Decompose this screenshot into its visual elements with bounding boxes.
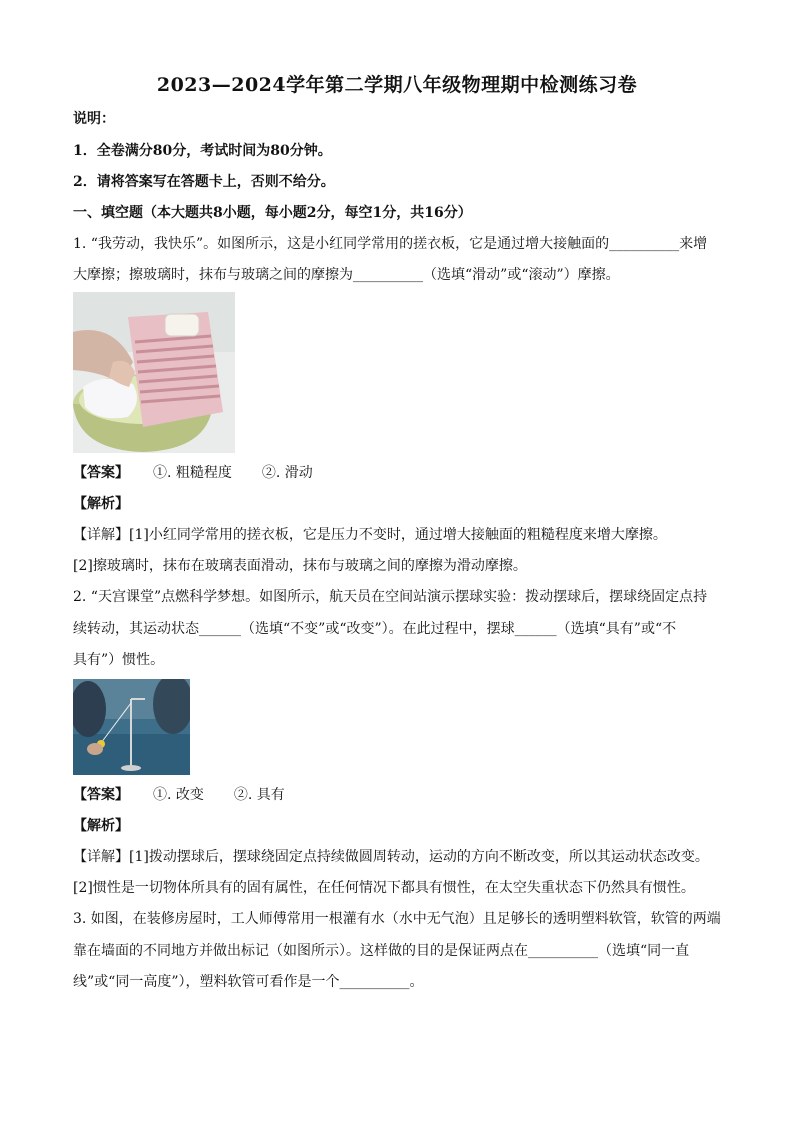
pendulum-experiment-image <box>73 679 190 775</box>
q1-detail-2: [2]擦玻璃时，抹布在玻璃表面滑动，抹布与玻璃之间的摩擦为滑动摩擦。 <box>73 558 527 574</box>
q1-text-line-1: 1. “我劳动，我快乐”。如图所示，这是小红同学常用的搓衣板，它是通过增大接触面的__________来增 <box>73 236 708 252</box>
answer-label: 【答案】 <box>73 787 129 803</box>
q3-text-line-1: 3. 如图，在装修房屋时，工人师傅常用一根灌有水（水中无气泡）且足够长的透明塑料软管，软管的两端 <box>73 911 721 927</box>
q3-text-line-2: 靠在墙面的不同地方并做出标记（如图所示）。这样做的目的是保证两点在__________（选填“同一直 <box>73 943 690 959</box>
page-title: 2023—2024学年第二学期八年级物理期中检测练习卷 <box>156 74 638 96</box>
q1-answer-2: ②. 滑动 <box>261 465 313 481</box>
q2-answer-1: ①. 改变 <box>153 787 204 803</box>
washboard-image <box>73 292 235 453</box>
q1-answer <box>73 463 733 483</box>
instruction-item-2: 2．请将答案写在答题卡上，否则不给分。 <box>73 174 335 190</box>
q2-analysis-label: 【解析】 <box>73 818 129 834</box>
section-heading: 一、填空题（本大题共8小题，每小题2分，每空1分，共16分） <box>73 205 472 221</box>
q3-text-line-3: 线”或“同一高度”），塑料软管可看作是一个__________。 <box>73 974 424 990</box>
q2-text-line-1: 2. “天宫课堂”点燃科学梦想。如图所示，航天员在空间站演示摆球实验：拨动摆球后，摆球绕固定点持 <box>73 589 708 605</box>
q1-detail-1: 【详解】[1]小红同学常用的搓衣板，它是压力不变时，通过增大接触面的粗糙程度来增大摩擦。 <box>73 527 667 543</box>
q2-detail-2: [2]惯性是一切物体所具有的固有属性，在任何情况下都具有惯性，在太空失重状态下仍然具有惯性。 <box>73 880 695 896</box>
q2-text-line-3: 具有”）惯性。 <box>73 652 165 668</box>
q1-answer-1: ①. 粗糙程度 <box>153 465 232 481</box>
q2-text-line-2: 续转动，其运动状态______（选填“不变”或“改变”）。在此过程中，摆球______（选填“具有”或“不 <box>73 621 677 637</box>
answer-label: 【答案】 <box>73 465 129 481</box>
q2-detail-1: 【详解】[1]拨动摆球后，摆球绕固定点持续做圆周转动，运动的方向不断改变，所以其运动状态改变。 <box>73 849 709 865</box>
instructions-heading: 说明： <box>73 111 115 127</box>
q1-text-line-2: 大摩擦；擦玻璃时，抹布与玻璃之间的摩擦为__________（选填“滑动”或“滚动”）摩擦。 <box>73 267 620 283</box>
q2-answer <box>73 785 733 805</box>
q1-analysis-label: 【解析】 <box>73 496 129 512</box>
q2-answer-2: ②. 具有 <box>233 787 285 803</box>
instruction-item-1: 1．全卷满分80分，考试时间为80分钟。 <box>73 143 332 159</box>
